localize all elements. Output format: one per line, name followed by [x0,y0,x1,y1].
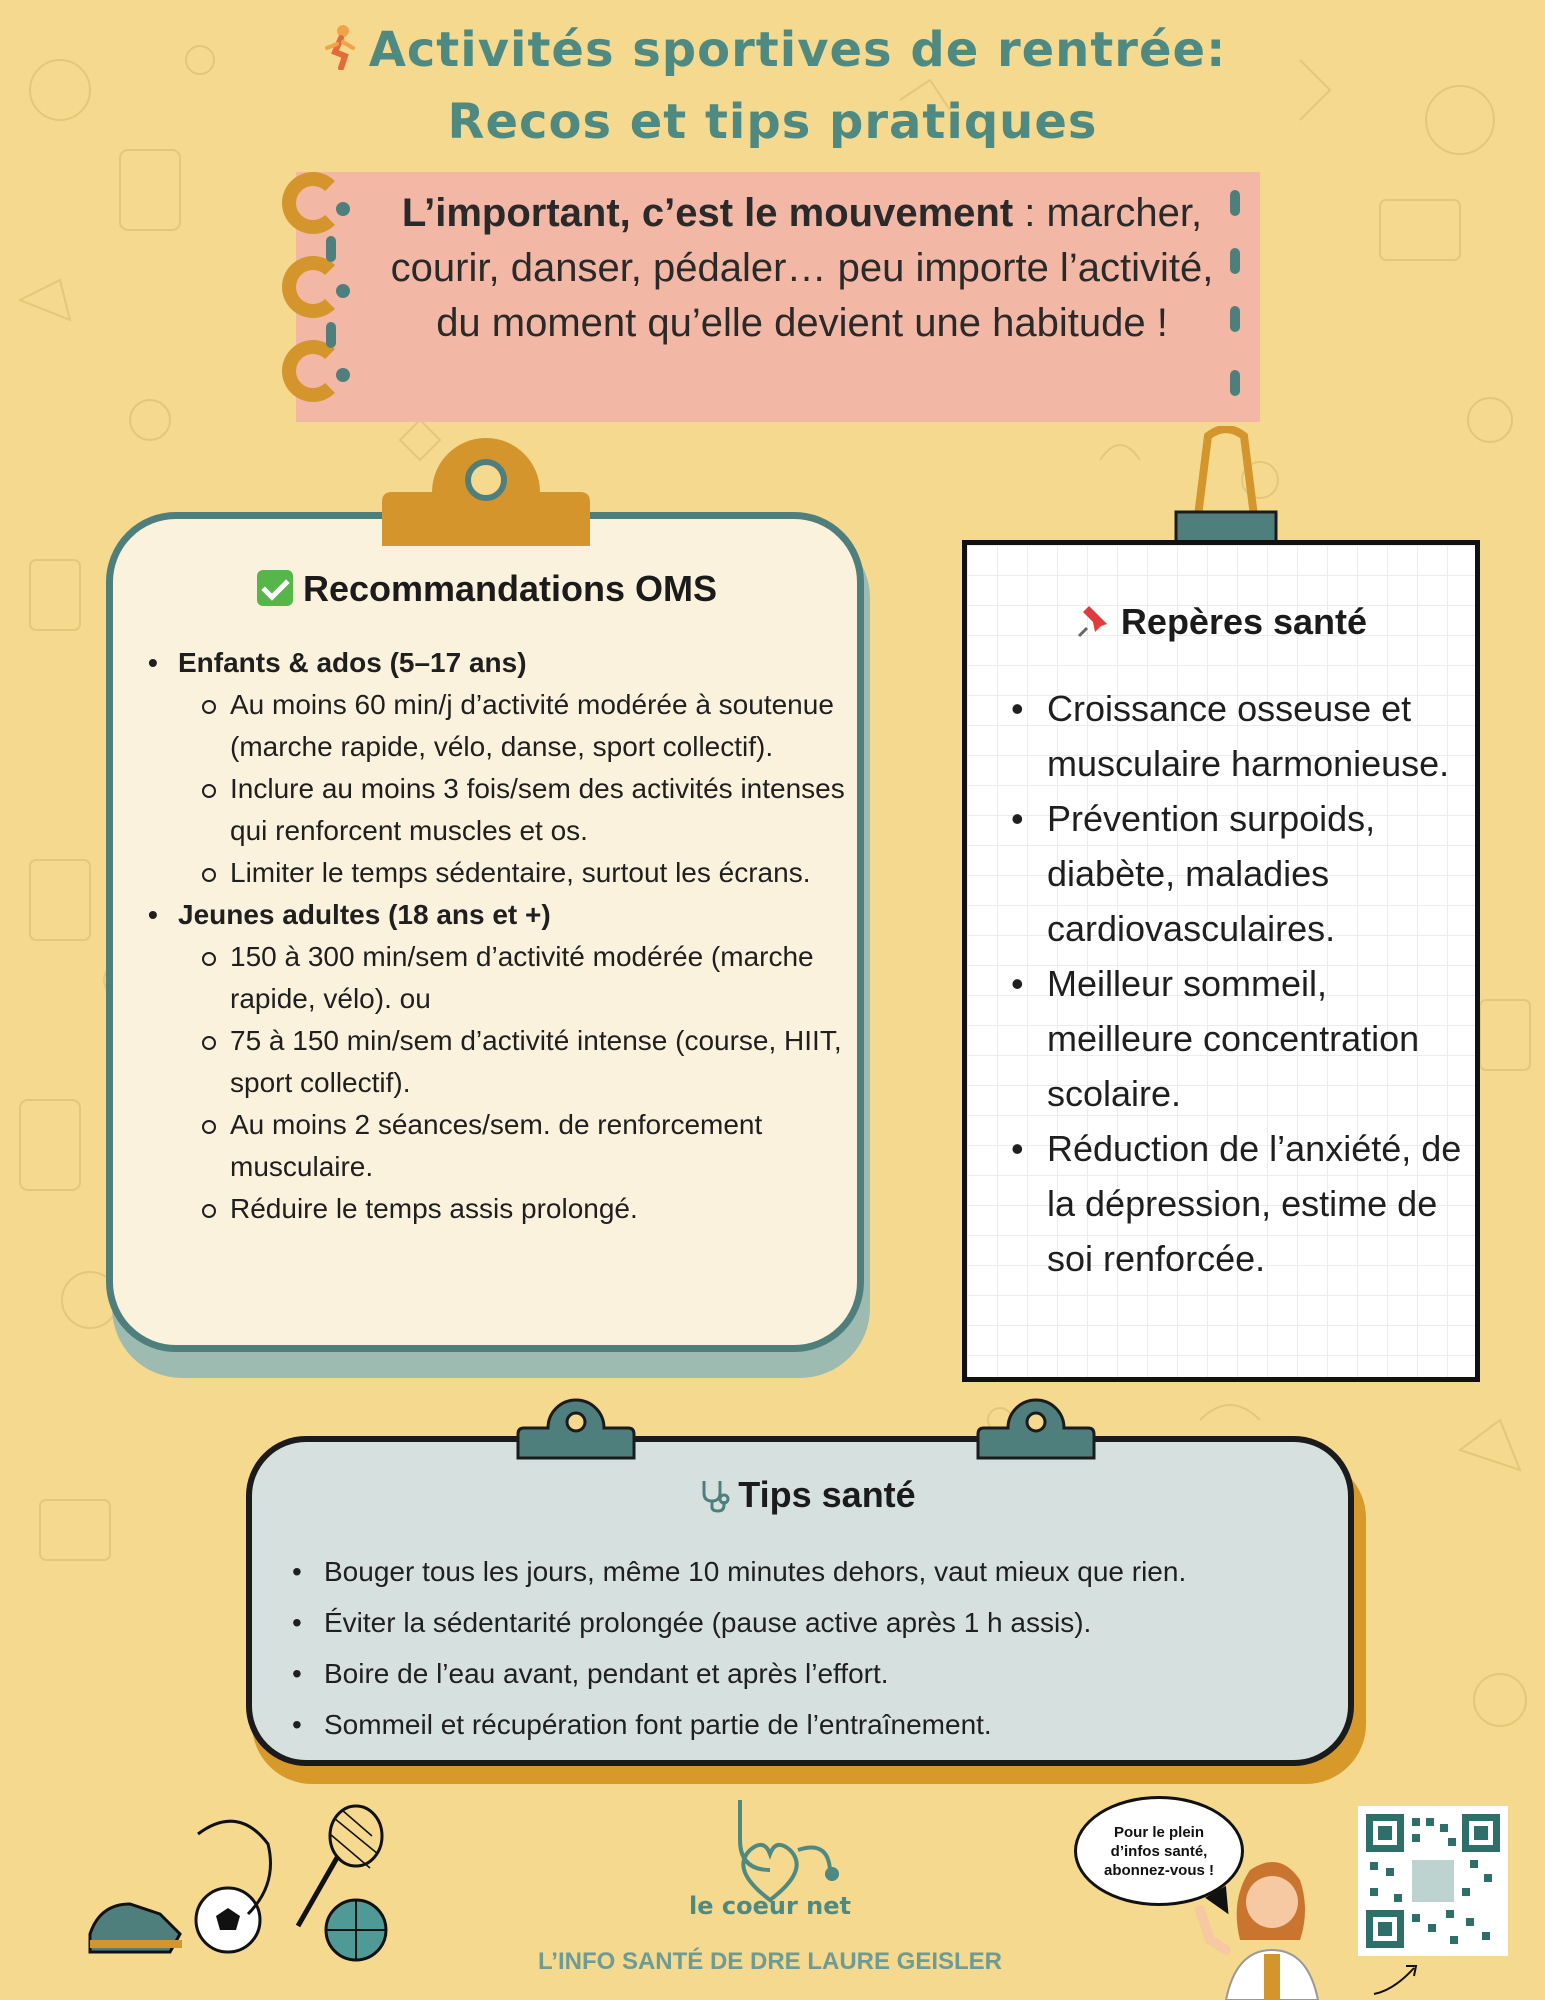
list-item: 150 à 300 min/sem d’activité modérée (marche rapide, vélo). ou [148,936,848,1020]
margin-dash [326,322,336,348]
pushpin-icon [1075,602,1113,640]
oms-list [148,642,848,1230]
list-item: Limiter le temps sédentaire, surtout les écrans. [148,852,848,894]
tips-card [246,1436,1370,1786]
banner-rest: : marcher, courir, danser, pédaler… peu importe l’activité, du moment qu’elle devient une habitude ! [390,191,1214,345]
card-body [246,1436,1354,1766]
margin-dash [1230,370,1240,396]
subscribe-bubble: Pour le plein d’infos santé, abonnez-vous ! [1074,1796,1244,1906]
list-item: • Bouger tous les jours, même 10 minutes dehors, vaut mieux que rien. [292,1546,1352,1597]
tips-list [292,1546,1352,1750]
doctor-illustration [1180,1850,1340,2000]
qr-code[interactable] [1358,1806,1508,1956]
list-item: 75 à 150 min/sem d’activité intense (course, HIIT, sport collectif). [148,1020,848,1104]
margin-dash [1230,306,1240,332]
list-group-label: • Jeunes adultes (18 ans et +) [148,894,848,936]
title-line-2: Recos et tips pratiques [447,94,1098,150]
qr-code-pattern [1366,1814,1500,1948]
list-item: Inclure au moins 3 fois/sem des activités intenses qui renforcent muscles et os. [148,768,848,852]
list-item: • Boire de l’eau avant, pendant et après l’effort. [292,1648,1352,1699]
reperes-heading [967,601,1475,643]
ring-hole [336,368,350,382]
intro-banner [296,172,1260,422]
margin-dash [326,236,336,262]
reperes-card [962,540,1480,1382]
list-item: • Éviter la sédentarité prolongée (pause active après 1 h assis). [292,1597,1352,1648]
list-group-label: • Enfants & ados (5–17 ans) [148,642,848,684]
reperes-list [1011,681,1471,1286]
footer-tagline: L’INFO SANTÉ DE DRE LAURE GEISLER [537,1948,1003,1975]
page-title [0,14,1545,158]
banner-text [382,186,1222,351]
clipboard-clip-icon [514,1394,638,1464]
runner-icon [319,24,359,70]
list-item: • Croissance osseuse et musculaire harmonieuse. [1011,681,1471,791]
binder-ring-icon [282,172,344,234]
list-item: Réduire le temps assis prolongé. [148,1188,848,1230]
oms-heading [102,568,872,610]
list-item: • Meilleur sommeil, meilleure concentration scolaire. [1011,956,1471,1121]
arrow-icon [1370,1958,1430,1998]
tips-title: Tips santé [738,1474,916,1515]
margin-dash [1230,248,1240,274]
list-item: • Réduction de l’anxiété, de la dépression, estime de soi renforcée. [1011,1121,1471,1286]
stethoscope-icon [696,1477,732,1513]
oms-title: Recommandations OMS [302,568,718,609]
sport-equipment-illustration [88,1804,408,1964]
binder-ring-icon [282,256,344,318]
reperes-title: Repères santé [1120,601,1368,642]
ring-hole [336,284,350,298]
check-icon [257,570,293,606]
title-line-1: Activités sportives de rentrée: [368,22,1227,78]
tips-heading [252,1474,1360,1516]
ring-hole [336,202,350,216]
clipboard-clip-icon [372,432,600,556]
list-item: • Sommeil et récupération font partie de l’entraînement. [292,1699,1352,1750]
list-item: Au moins 60 min/j d’activité modérée à soutenue (marche rapide, vélo, danse, sport collectif). [148,684,848,768]
binder-ring-icon [282,340,344,402]
list-item: • Prévention surpoids, diabète, maladies cardiovasculaires. [1011,791,1471,956]
clipboard-clip-icon [974,1394,1098,1464]
banner-bold: L’important, c’est le mouvement [401,191,1014,235]
margin-dash [1230,190,1240,216]
logo-name: le coeur net [689,1892,851,1920]
list-item: Au moins 2 séances/sem. de renforcement musculaire. [148,1104,848,1188]
